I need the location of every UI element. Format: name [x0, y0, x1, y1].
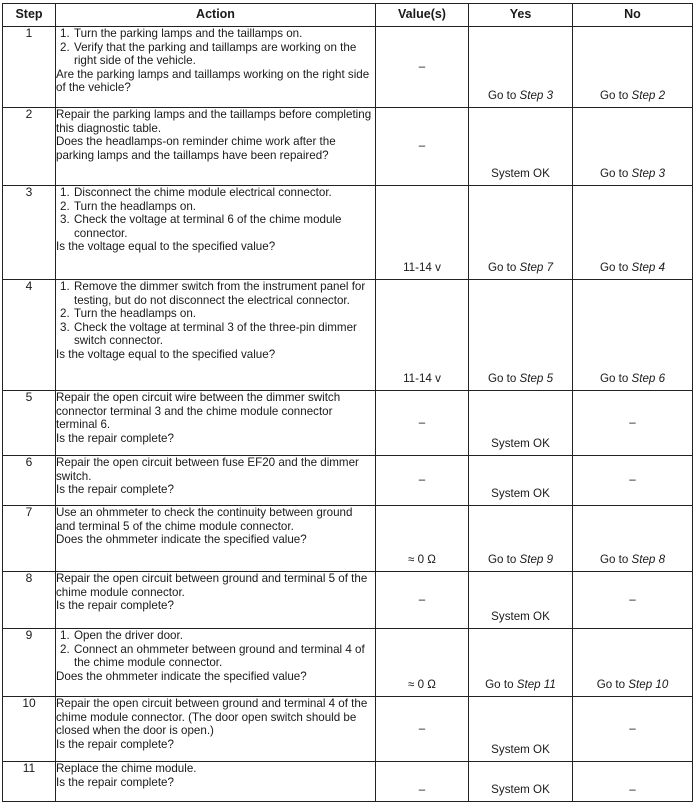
- value-cell: [376, 186, 469, 280]
- no-step-link[interactable]: Step 8: [631, 553, 666, 567]
- header-row: [3, 4, 693, 27]
- action-question: Is the repair complete?: [56, 599, 174, 613]
- table-row: [3, 108, 693, 186]
- action-list-item: [56, 41, 375, 68]
- yes-cell: [469, 572, 573, 629]
- yes-cell: [469, 27, 573, 108]
- yes-cell: [469, 456, 573, 506]
- action-question: Does the ohmmeter indicate the specified value?: [56, 669, 307, 683]
- value-cell: [376, 762, 469, 802]
- table-row: [3, 629, 693, 697]
- no-result: [629, 593, 635, 607]
- value-cell: [376, 506, 469, 572]
- no-result-text: –: [629, 783, 636, 797]
- yes-result-text: Go to: [485, 678, 517, 692]
- value-cell: [376, 108, 469, 186]
- no-result-text: –: [629, 415, 636, 429]
- yes-result: [491, 743, 550, 757]
- action-list-item: [56, 213, 375, 240]
- action-text: Repair the parking lamps and the taillamps before completing this diagnostic table.: [56, 108, 372, 135]
- no-result: [629, 473, 635, 487]
- yes-result: [488, 372, 553, 386]
- action-cell: [56, 697, 376, 762]
- action-cell: [56, 186, 376, 280]
- yes-result: [488, 261, 553, 275]
- action-item-number: 2.: [60, 40, 70, 54]
- yes-cell: [469, 391, 573, 456]
- action-text: Repair the open circuit between fuse EF20 and the dimmer switch.: [56, 456, 359, 483]
- table-row: [3, 572, 693, 629]
- step-number: 10: [3, 697, 56, 762]
- action-list-item: [56, 27, 375, 41]
- header-values: Value(s): [376, 4, 469, 27]
- yes-result: [488, 553, 553, 567]
- no-step-link[interactable]: Step 6: [631, 372, 666, 386]
- table-row: [3, 697, 693, 762]
- step-number: 8: [3, 572, 56, 629]
- action-item-number: 2.: [60, 199, 70, 213]
- action-list-item: [56, 629, 375, 643]
- yes-cell: [469, 280, 573, 391]
- specified-value: –: [418, 783, 426, 797]
- action-cell: [56, 506, 376, 572]
- value-cell: [376, 697, 469, 762]
- yes-result-text: System OK: [491, 743, 550, 757]
- action-text: Use an ohmmeter to check the continuity between ground and terminal 5 of the chime module connector.: [56, 506, 353, 533]
- header-step: Step: [3, 4, 56, 27]
- yes-result: [491, 610, 550, 624]
- no-result: [597, 678, 669, 692]
- no-result: [600, 89, 665, 103]
- action-list-item: [56, 200, 375, 214]
- no-result-text: Go to: [599, 89, 632, 103]
- action-item-number: 2.: [60, 642, 70, 656]
- yes-result: [491, 783, 550, 797]
- no-cell: [573, 391, 693, 456]
- action-question: Is the repair complete?: [56, 483, 174, 497]
- no-cell: [573, 27, 693, 108]
- no-cell: [573, 629, 693, 697]
- action-cell: [56, 108, 376, 186]
- yes-result-text: System OK: [491, 167, 550, 181]
- no-cell: [573, 280, 693, 391]
- yes-cell: [469, 697, 573, 762]
- table-row: [3, 186, 693, 280]
- action-item-number: 1.: [60, 280, 70, 293]
- action-list-item: [56, 280, 375, 307]
- yes-step-link[interactable]: Step 5: [519, 372, 554, 386]
- action-item-text: Check the voltage at terminal 6 of the chime module connector.: [74, 213, 342, 240]
- yes-result-text: Go to: [487, 89, 520, 103]
- yes-cell: [469, 108, 573, 186]
- action-text: Repair the open circuit between ground and terminal 4 of the chime module connector. (The door open switch should be closed when the door is open.): [56, 697, 368, 738]
- action-list-item: [56, 186, 375, 200]
- table-row: [3, 280, 693, 391]
- action-item-number: 1.: [60, 186, 70, 199]
- value-cell: [376, 280, 469, 391]
- yes-cell: [469, 186, 573, 280]
- header-yes: Yes: [469, 4, 573, 27]
- action-question: Does the headlamps-on reminder chime work after the parking lamps and the taillamps have been repaired?: [56, 135, 336, 162]
- specified-value: –: [418, 139, 426, 153]
- action-item-text: Turn the headlamps on.: [74, 307, 197, 321]
- action-cell: [56, 762, 376, 802]
- yes-step-link[interactable]: Step 3: [519, 89, 554, 103]
- step-number: 5: [3, 391, 56, 456]
- step-number: 1: [3, 27, 56, 108]
- table-body: [3, 27, 693, 802]
- yes-result: [491, 437, 550, 451]
- table-row: [3, 456, 693, 506]
- step-number: 6: [3, 456, 56, 506]
- action-cell: [56, 27, 376, 108]
- action-item-number: 1.: [60, 629, 70, 642]
- no-result: [600, 167, 665, 181]
- specified-value: –: [418, 721, 426, 735]
- action-cell: [56, 629, 376, 697]
- action-item-text: Verify that the parking and taillamps are working on the right side of the vehicle.: [74, 40, 357, 68]
- table-row: [3, 391, 693, 456]
- table-row: [3, 506, 693, 572]
- yes-step-link[interactable]: Step 7: [519, 261, 554, 275]
- step-number: 3: [3, 186, 56, 280]
- yes-cell: [469, 762, 573, 802]
- specified-value: –: [418, 59, 426, 73]
- no-step-link[interactable]: Step 2: [631, 89, 666, 103]
- no-result-text: Go to: [599, 167, 632, 181]
- table-row: [3, 27, 693, 108]
- value-cell: [376, 456, 469, 506]
- action-item-text: Check the voltage at terminal 3 of the three-pin dimmer switch connector.: [74, 320, 357, 348]
- action-item-text: Connect an ohmmeter between ground and terminal 4 of the chime module connector.: [74, 642, 365, 670]
- action-item-number: 2.: [60, 307, 70, 321]
- action-question: Is the repair complete?: [56, 775, 174, 789]
- yes-result: [491, 167, 550, 181]
- diagnostic-table: [2, 3, 693, 802]
- yes-cell: [469, 629, 573, 697]
- no-cell: [573, 572, 693, 629]
- step-number: 7: [3, 506, 56, 572]
- yes-result-text: System OK: [491, 437, 550, 451]
- action-question: Is the repair complete?: [56, 737, 174, 751]
- no-cell: [573, 108, 693, 186]
- specified-value: ≈ 0 Ω: [408, 678, 436, 692]
- action-list-item: [56, 321, 375, 348]
- action-item-number: 3.: [60, 320, 70, 334]
- action-list-item: [56, 643, 375, 670]
- value-cell: [376, 27, 469, 108]
- action-question: Is the voltage equal to the specified value?: [56, 347, 276, 361]
- specified-value: ≈ 0 Ω: [408, 553, 436, 567]
- step-number: 11: [3, 762, 56, 802]
- yes-result: [488, 89, 553, 103]
- table-row: [3, 762, 693, 802]
- value-cell: [376, 572, 469, 629]
- step-number: 4: [3, 280, 56, 391]
- no-result-text: Go to: [599, 261, 632, 275]
- header-action: Action: [56, 4, 376, 27]
- specified-value: 11-14 v: [403, 372, 441, 386]
- yes-step-link[interactable]: Step 11: [516, 678, 556, 692]
- no-result-text: –: [629, 721, 636, 735]
- action-cell: [56, 572, 376, 629]
- no-step-link[interactable]: Step 3: [631, 167, 666, 181]
- no-cell: [573, 762, 693, 802]
- action-question: Are the parking lamps and taillamps working on the right side of the vehicle?: [56, 67, 370, 95]
- no-step-link[interactable]: Step 4: [631, 261, 666, 275]
- no-result: [600, 553, 665, 567]
- step-number: 2: [3, 108, 56, 186]
- yes-result-text: System OK: [491, 487, 550, 501]
- yes-result-text: Go to: [487, 372, 520, 386]
- action-item-text: Remove the dimmer switch from the instrument panel for testing, but do not disconnect the electrical connector.: [74, 280, 366, 307]
- no-result-text: Go to: [599, 553, 632, 567]
- yes-result: [491, 487, 550, 501]
- action-item-number: 1.: [60, 27, 70, 40]
- value-cell: [376, 391, 469, 456]
- no-result-text: –: [629, 473, 636, 487]
- header-no: No: [573, 4, 693, 27]
- no-result: [600, 372, 665, 386]
- yes-result-text: System OK: [491, 783, 550, 797]
- yes-result: [485, 678, 556, 692]
- no-result-text: Go to: [599, 372, 632, 386]
- action-cell: [56, 456, 376, 506]
- specified-value: –: [418, 592, 426, 606]
- action-text: Repair the open circuit wire between the dimmer switch connector terminal 3 and the chime module connector terminal 6.: [56, 391, 341, 432]
- action-item-text: Turn the headlamps on.: [74, 199, 197, 213]
- no-cell: [573, 506, 693, 572]
- no-cell: [573, 697, 693, 762]
- no-result: [629, 416, 635, 430]
- specified-value: –: [418, 415, 426, 429]
- no-result-text: –: [629, 592, 636, 606]
- action-text: Repair the open circuit between ground and terminal 5 of the chime module connector.: [56, 572, 368, 599]
- yes-result-text: System OK: [491, 610, 550, 624]
- action-cell: [56, 280, 376, 391]
- specified-value: –: [418, 473, 426, 487]
- action-text: Replace the chime module.: [56, 762, 197, 775]
- action-cell: [56, 391, 376, 456]
- no-result-text: Go to: [596, 678, 629, 692]
- action-question: Does the ohmmeter indicate the specified value?: [56, 533, 307, 547]
- value-cell: [376, 629, 469, 697]
- no-result: [629, 783, 635, 797]
- action-item-text: Turn the parking lamps and the taillamps on.: [74, 27, 303, 40]
- action-item-text: Disconnect the chime module electrical connector.: [74, 186, 332, 199]
- yes-result-text: Go to: [487, 261, 520, 275]
- yes-result-text: Go to: [487, 553, 520, 567]
- no-result: [629, 722, 635, 736]
- no-cell: [573, 186, 693, 280]
- step-number: 9: [3, 629, 56, 697]
- action-question: Is the repair complete?: [56, 431, 174, 445]
- no-step-link[interactable]: Step 10: [628, 678, 669, 692]
- no-result: [600, 261, 665, 275]
- specified-value: 11-14 v: [403, 261, 441, 275]
- yes-cell: [469, 506, 573, 572]
- action-item-text: Open the driver door.: [74, 629, 183, 642]
- no-cell: [573, 456, 693, 506]
- yes-step-link[interactable]: Step 9: [519, 553, 554, 567]
- action-list-item: [56, 307, 375, 321]
- action-item-number: 3.: [60, 213, 70, 227]
- action-question: Is the voltage equal to the specified value?: [56, 240, 276, 254]
